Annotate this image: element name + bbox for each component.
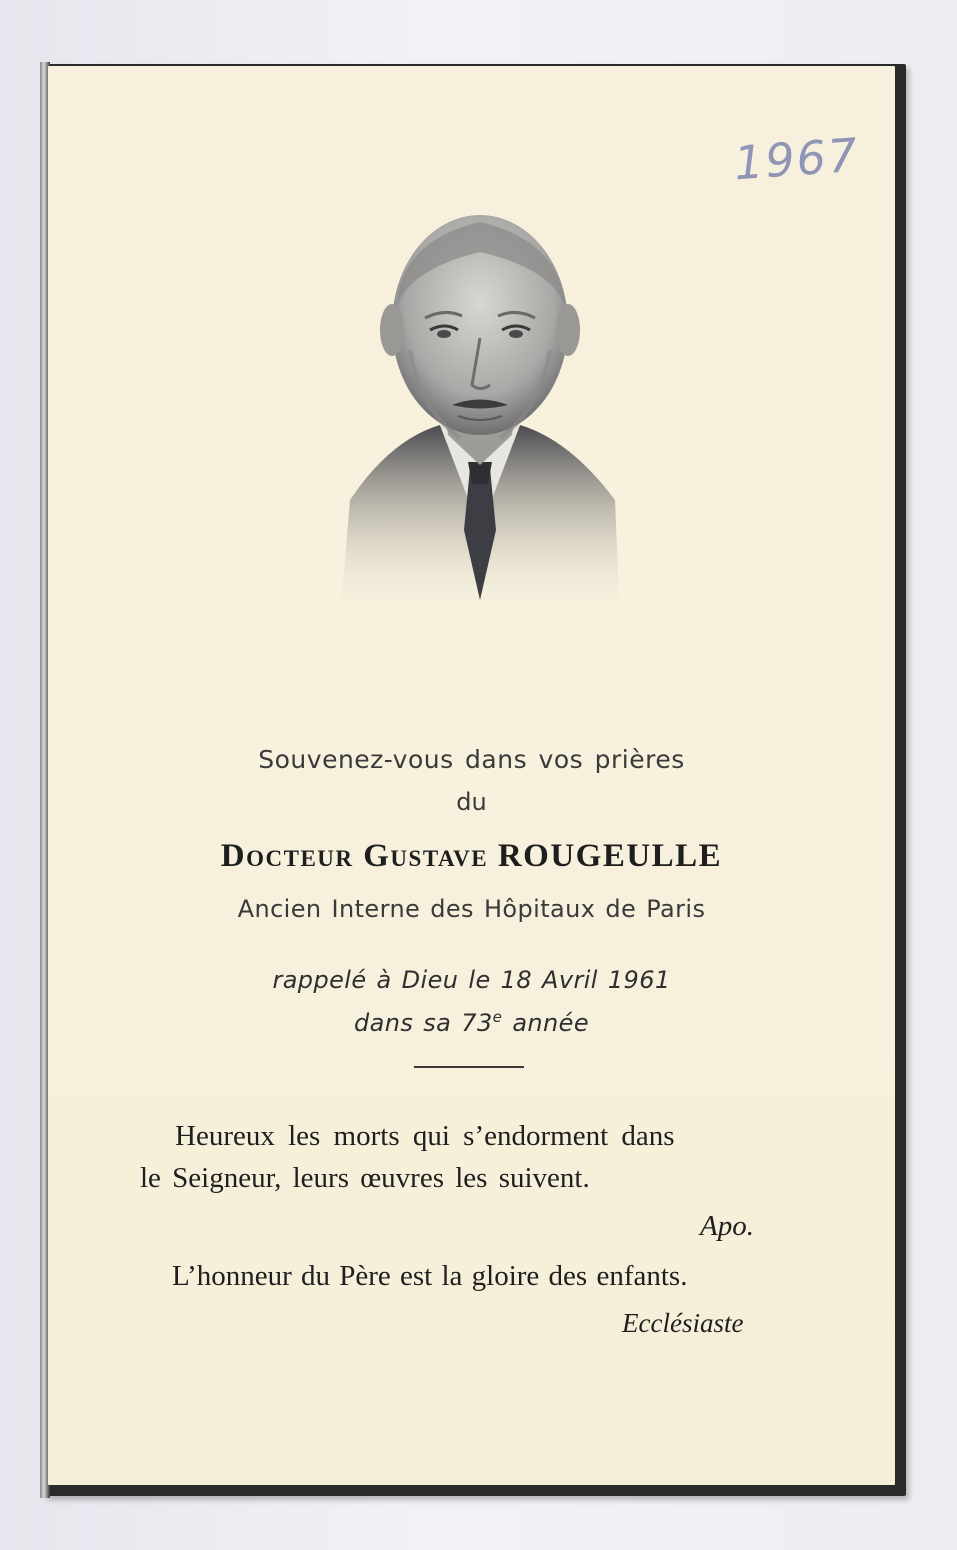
age-line	[48, 1008, 895, 1037]
age-prefix: dans sa 73	[353, 1009, 493, 1037]
deceased-title: Ancien Interne des Hôpitaux de Paris	[237, 895, 706, 923]
verse-line-2: le Seigneur, leurs œuvres les suivent.	[140, 1162, 590, 1194]
verse-line-3: L’honneur du Père est la gloire des enfants.	[172, 1260, 688, 1292]
citation-apo: Apo.	[700, 1210, 754, 1242]
age-superscript: e	[492, 1008, 503, 1026]
divider	[414, 1066, 524, 1068]
verse-line-1: Heureux les morts qui s’endorment dans	[175, 1120, 675, 1152]
portrait-image	[330, 200, 630, 620]
handwritten-year: 1967	[732, 127, 861, 191]
age-suffix: année	[502, 1009, 589, 1037]
du-line: du	[456, 788, 487, 816]
death-date: rappelé à Dieu le 18 Avril 1961	[272, 966, 671, 994]
prayer-line: Souvenez-vous dans vos prières	[258, 745, 685, 774]
citation-ecclesiaste: Ecclésiaste	[622, 1308, 744, 1338]
portrait-photo	[330, 200, 630, 620]
deceased-name: Docteur Gustave ROUGEULLE	[220, 838, 723, 874]
